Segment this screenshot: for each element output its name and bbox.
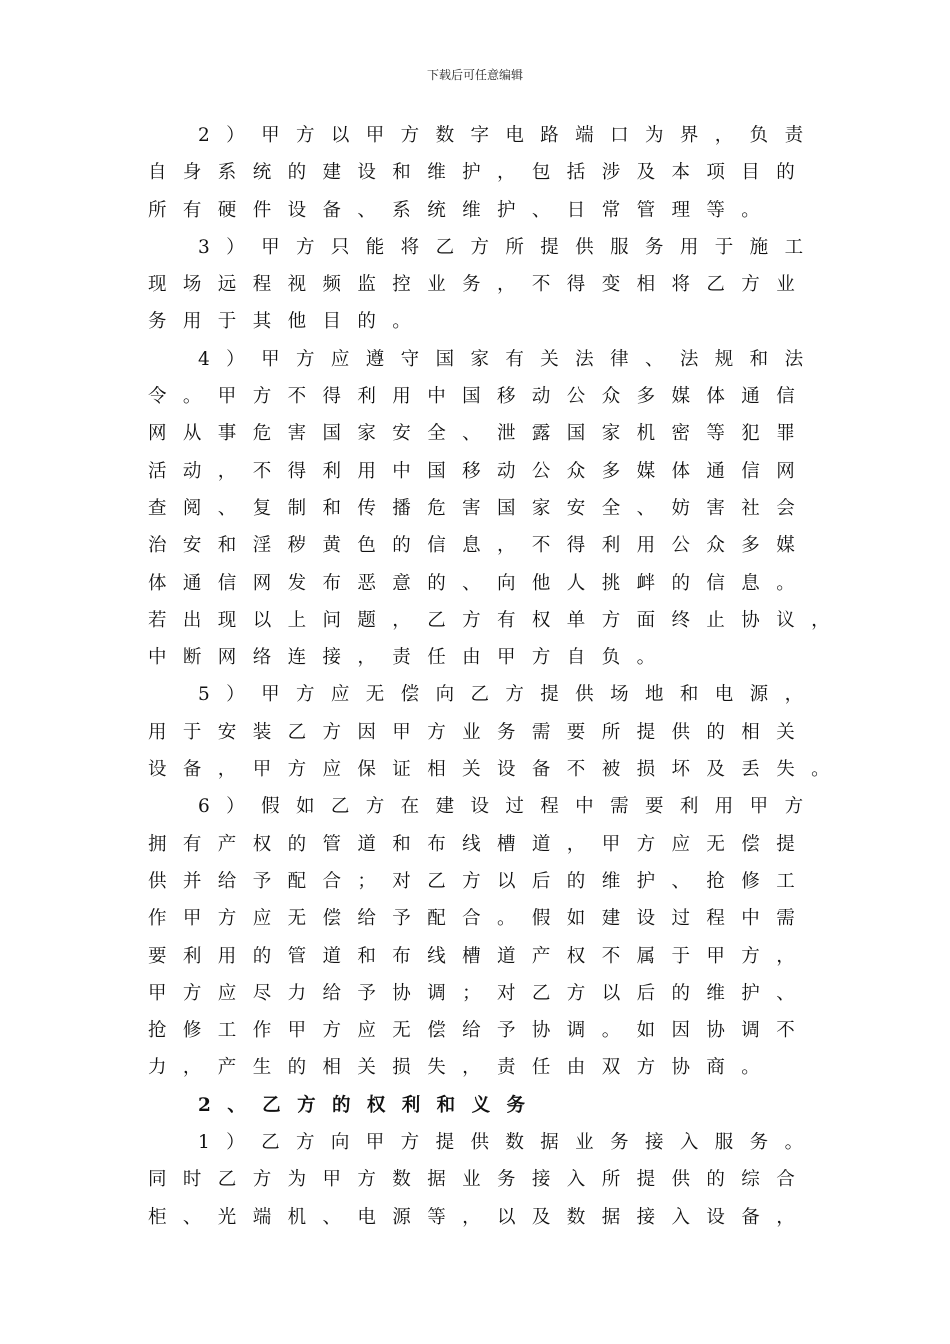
text-line: 若出现以上问题，乙方有权单方面终止协议， <box>148 609 847 631</box>
text-line: 甲方应尽力给予协调；对乙方以后的维护、 <box>148 982 812 1004</box>
text-line: 1）乙方向甲方提供数据业务接入服务。 <box>198 1132 820 1154</box>
text-line: 所有硬件设备、系统维护、日常管理等。 <box>148 199 777 221</box>
text-line: 设备，甲方应保证相关设备不被损坏及丢失。 <box>148 759 847 781</box>
text-line: 5）甲方应无偿向乙方提供场地和电源， <box>198 684 820 706</box>
text-line: 活动，不得利用中国移动公众多媒体通信网 <box>148 460 812 482</box>
text-line: 4）甲方应遵守国家有关法律、法规和法 <box>198 348 820 370</box>
document-body <box>148 117 847 1236</box>
text-line: 自身系统的建设和维护，包括涉及本项目的 <box>148 162 812 184</box>
text-line: 令。甲方不得利用中国移动公众多媒体通信 <box>148 386 812 408</box>
text-line: 现场远程视频监控业务，不得变相将乙方业 <box>148 274 812 296</box>
text-line: 治安和淫秽黄色的信息，不得利用公众多媒 <box>148 535 812 557</box>
text-line: 供并给予配合；对乙方以后的维护、抢修工 <box>148 870 812 892</box>
text-line: 作甲方应无偿给予配合。假如建设过程中需 <box>148 908 812 930</box>
text-line: 用于安装乙方因甲方业务需要所提供的相关 <box>148 721 812 743</box>
text-line: 要利用的管道和布线槽道产权不属于甲方， <box>148 945 812 967</box>
text-line: 体通信网发布恶意的、向他人挑衅的信息。 <box>148 572 812 594</box>
text-line: 查阅、复制和传播危害国家安全、妨害社会 <box>148 497 812 519</box>
text-line: 拥有产权的管道和布线槽道，甲方应无偿提 <box>148 833 812 855</box>
text-line: 同时乙方为甲方数据业务接入所提供的综合 <box>148 1169 812 1191</box>
text-line: 柜、光端机、电源等，以及数据接入设备， <box>148 1206 812 1228</box>
text-line: 网从事危害国家安全、泄露国家机密等犯罪 <box>148 423 812 445</box>
text-line: 6）假如乙方在建设过程中需要利用甲方 <box>198 796 820 818</box>
section-heading: 2、乙方的权利和义务 <box>198 1094 542 1116</box>
page-header: 下载后可任意编辑 <box>426 68 523 82</box>
text-line: 抢修工作甲方应无偿给予协调。如因协调不 <box>148 1020 812 1042</box>
text-line: 3）甲方只能将乙方所提供服务用于施工 <box>198 236 820 258</box>
text-line: 务用于其他目的。 <box>148 311 428 333</box>
text-line: 中断网络连接，责任由甲方自负。 <box>148 647 672 669</box>
text-line: 力，产生的相关损失，责任由双方协商。 <box>148 1057 777 1079</box>
text-line: 2）甲方以甲方数字电路端口为界，负责 <box>198 125 820 146</box>
